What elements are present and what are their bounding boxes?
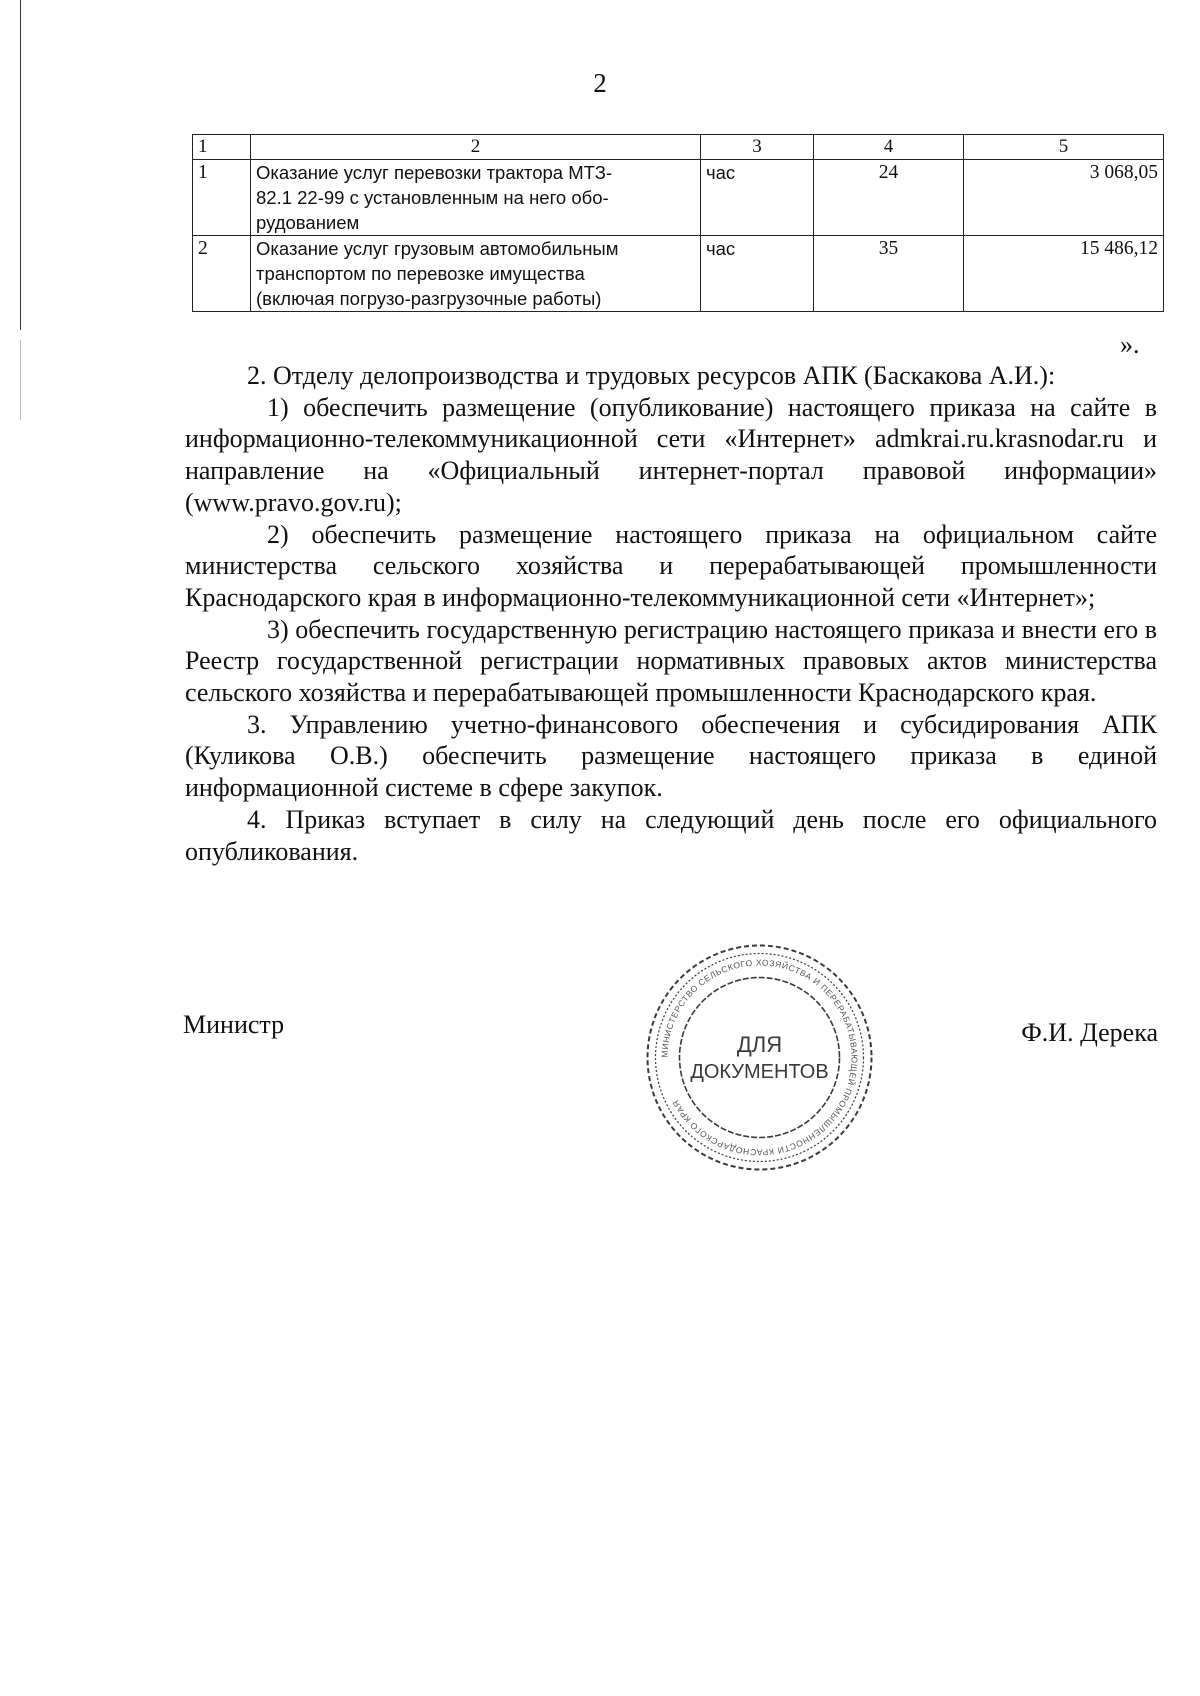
service-name-line: Оказание услуг перевозки трактора МТЗ- bbox=[256, 162, 613, 183]
header-cell-4: 4 bbox=[814, 135, 964, 160]
order-body bbox=[185, 360, 1157, 867]
quantity-cell: 35 bbox=[814, 236, 964, 312]
row-number: 2 bbox=[193, 236, 251, 312]
page-number: 2 bbox=[593, 68, 607, 98]
service-name bbox=[251, 160, 701, 236]
stamp-outer-ring bbox=[648, 946, 872, 1170]
row-number: 1 bbox=[193, 160, 251, 236]
table-row bbox=[193, 236, 1164, 312]
table-row bbox=[193, 160, 1164, 236]
header-cell-2: 2 bbox=[251, 135, 701, 160]
closing-quote: ». bbox=[1120, 330, 1140, 359]
signatory-name: Ф.И. Дерека bbox=[1021, 1018, 1158, 1047]
quantity-cell: 24 bbox=[814, 160, 964, 236]
stamp-ring-dotted bbox=[656, 954, 864, 1162]
stamp-text-line1: ДЛЯ bbox=[736, 1032, 783, 1057]
price-cell: 15 486,12 bbox=[964, 236, 1164, 312]
table-header-row bbox=[193, 135, 1164, 160]
header-cell-5: 5 bbox=[964, 135, 1164, 160]
unit-cell: час bbox=[701, 160, 814, 236]
signatory-title: Министр bbox=[183, 1010, 285, 1039]
binding-margin-line-faint bbox=[20, 340, 21, 420]
service-name-line: (включая погрузо-разгрузочные работы) bbox=[256, 288, 602, 309]
service-name-line: транспортом по перевозке имущества bbox=[256, 263, 585, 284]
unit-cell: час bbox=[701, 236, 814, 312]
paragraph-2: 2. Отделу делопроизводства и трудовых ресурсов АПК (Баскакова А.И.): bbox=[247, 361, 1056, 390]
paragraph-3: 3. Управлению учетно-финансового обеспечения и субсидирования АПК (Куликова О.В.) обеспечить размещение настоящего приказа в единой информационной системе в сфере закупок. bbox=[185, 709, 1157, 803]
price-cell: 3 068,05 bbox=[964, 160, 1164, 236]
paragraph-2-item-2: 2) обеспечить размещение настоящего приказа на официальном сайте министерства сельского хозяйства и перерабатывающей промышленности Краснодарского края в информационно-телекоммуникационной сети «Интернет»; bbox=[185, 519, 1157, 612]
official-stamp bbox=[642, 940, 877, 1175]
services-table bbox=[192, 134, 1164, 312]
header-cell-1: 1 bbox=[193, 135, 251, 160]
stamp-inner-ring bbox=[680, 978, 840, 1138]
header-cell-3: 3 bbox=[701, 135, 814, 160]
paragraph-4: 4. Приказ вступает в силу на следующий день после его официального опубликования. bbox=[185, 804, 1157, 866]
service-name-line: рудованием bbox=[256, 212, 360, 233]
service-name-line: Оказание услуг грузовым автомобильным bbox=[256, 238, 619, 259]
paragraph-2-item-1: 1) обеспечить размещение (опубликование) настоящего приказа на сайте в информационно-телекоммуникационной сети «Интернет» admkrai.ru.krasnodar.ru и направление на «Официальный интернет-портал правовой информации» (www.pravo.gov.ru); bbox=[185, 392, 1157, 517]
stamp-text-line2: ДОКУМЕНТОВ bbox=[690, 1061, 829, 1083]
stamp-ring-textpath: МИНИСТЕРСТВО СЕЛЬСКОГО ХОЗЯЙСТВА И ПЕРЕРАБАТЫВАЮЩЕЙ ПРОМЫШЛЕННОСТИ КРАСНОДАРСКОГО КРАЯ bbox=[659, 957, 860, 1158]
paragraph-2-item-3: 3) обеспечить государственную регистрацию настоящего приказа и внести его в Реестр государственной регистрации нормативных правовых актов министерства сельского хозяйства и перерабатывающей промышленности Краснодарского края. bbox=[185, 614, 1157, 708]
binding-margin-line bbox=[20, 0, 21, 330]
stamp-ring-text bbox=[659, 957, 859, 1157]
service-name bbox=[251, 236, 701, 312]
service-name-line: 82.1 22-99 с установленным на него обо- bbox=[256, 187, 609, 208]
